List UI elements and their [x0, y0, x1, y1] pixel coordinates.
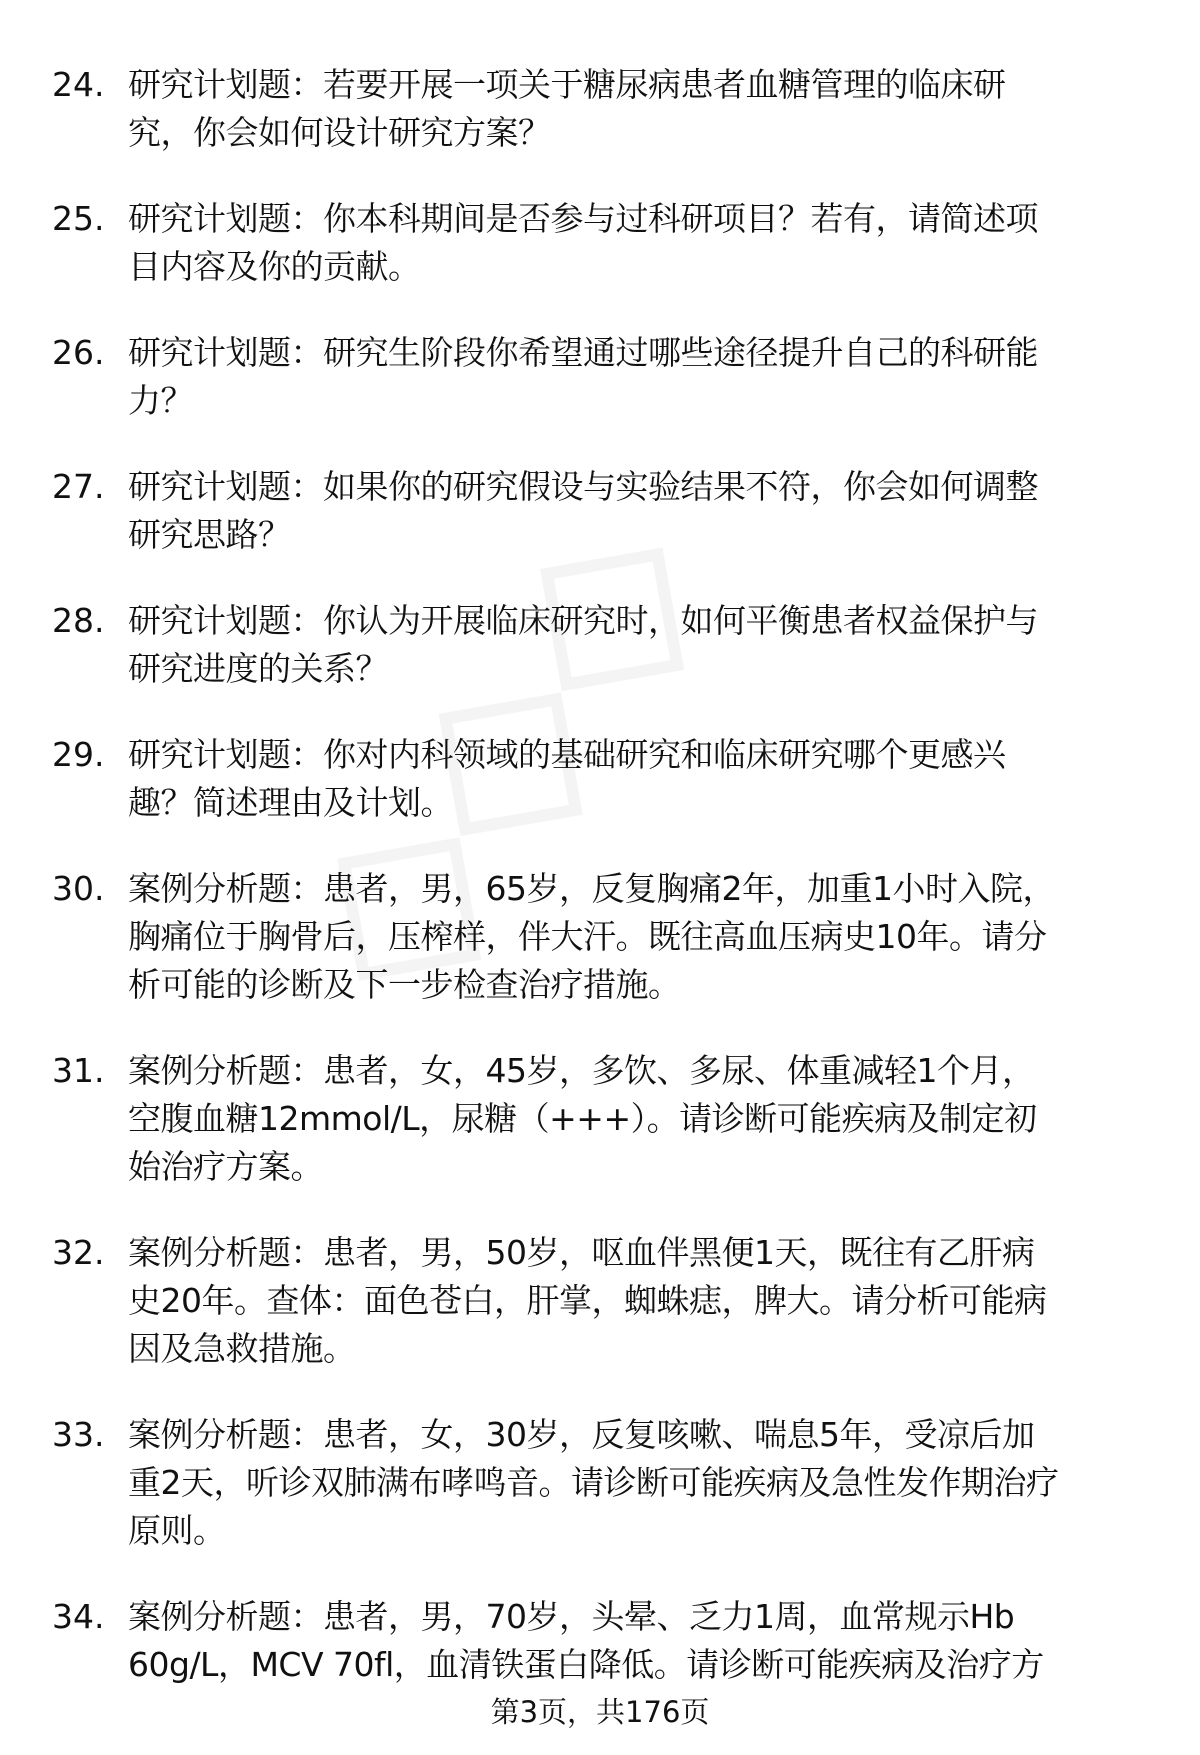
question-item — [0, 597, 1200, 693]
question-number: 32. — [52, 1233, 105, 1272]
question-text-line: 究，你会如何设计研究方案？ — [128, 113, 551, 152]
question-item — [0, 1411, 1200, 1555]
question-number: 33. — [52, 1415, 105, 1454]
question-number: 28. — [52, 601, 105, 640]
question-text-line: 目内容及你的贡献。 — [128, 247, 421, 286]
question-item — [0, 61, 1200, 157]
question-text-line: 胸痛位于胸骨后，压榨样，伴大汗。既往高血压病史10年。请分 — [128, 917, 1047, 956]
question-text-line: 重2天，听诊双肺满布哮鸣音。请诊断可能疾病及急性发作期治疗 — [128, 1463, 1059, 1502]
question-number: 31. — [52, 1051, 105, 1090]
question-number: 26. — [52, 333, 105, 372]
question-text-line: 研究计划题：若要开展一项关于糖尿病患者血糖管理的临床研 — [128, 65, 1006, 104]
question-text-line: 案例分析题：患者，女，30岁，反复咳嗽、喘息5年，受凉后加 — [128, 1415, 1035, 1454]
question-number: 34. — [52, 1597, 105, 1636]
question-text-line: 案例分析题：患者，男，70岁，头晕、乏力1周，血常规示Hb — [128, 1597, 1015, 1636]
question-text-line: 趣？简述理由及计划。 — [128, 783, 453, 822]
page-footer: 第3页，共176页 — [490, 1695, 710, 1729]
question-text-line: 研究计划题：你本科期间是否参与过科研项目？若有，请简述项 — [128, 199, 1038, 238]
question-item — [0, 329, 1200, 425]
question-text-line: 力？ — [128, 381, 193, 420]
question-item — [0, 865, 1200, 1009]
question-text-line: 研究思路？ — [128, 515, 291, 554]
question-item — [0, 195, 1200, 291]
question-item — [0, 731, 1200, 827]
question-number: 25. — [52, 199, 105, 238]
question-text-line: 史20年。查体：面色苍白，肝掌，蜘蛛痣，脾大。请分析可能病 — [128, 1281, 1047, 1320]
question-text-line: 析可能的诊断及下一步检查治疗措施。 — [128, 965, 681, 1004]
question-list — [0, 61, 1200, 1727]
question-item — [0, 1229, 1200, 1373]
question-text-line: 案例分析题：患者，男，65岁，反复胸痛2年，加重1小时入院， — [128, 869, 1055, 908]
question-number: 29. — [52, 735, 105, 774]
question-text-line: 始治疗方案。 — [128, 1147, 323, 1186]
question-item — [0, 1593, 1200, 1689]
question-text-line: 空腹血糖12mmol/L，尿糖（+++）。请诊断可能疾病及制定初 — [128, 1099, 1037, 1138]
question-text-line: 原则。 — [128, 1511, 226, 1550]
question-text-line: 研究计划题：如果你的研究假设与实验结果不符，你会如何调整 — [128, 467, 1038, 506]
question-text-line: 研究计划题：你认为开展临床研究时，如何平衡患者权益保护与 — [128, 601, 1038, 640]
question-text-line: 研究进度的关系？ — [128, 649, 388, 688]
question-text-line: 研究计划题：研究生阶段你希望通过哪些途径提升自己的科研能 — [128, 333, 1038, 372]
question-text-line: 因及急救措施。 — [128, 1329, 356, 1368]
question-number: 27. — [52, 467, 105, 506]
question-text-line: 60g/L，MCV 70fl，血清铁蛋白降低。请诊断可能疾病及治疗方 — [128, 1645, 1044, 1684]
question-number: 30. — [52, 869, 105, 908]
question-item — [0, 463, 1200, 559]
question-item — [0, 1047, 1200, 1191]
question-text-line: 案例分析题：患者，男，50岁，呕血伴黑便1天，既往有乙肝病 — [128, 1233, 1035, 1272]
question-text-line: 案例分析题：患者，女，45岁，多饮、多尿、体重减轻1个月， — [128, 1051, 1035, 1090]
question-number: 24. — [52, 65, 105, 104]
question-text-line: 研究计划题：你对内科领域的基础研究和临床研究哪个更感兴 — [128, 735, 1006, 774]
